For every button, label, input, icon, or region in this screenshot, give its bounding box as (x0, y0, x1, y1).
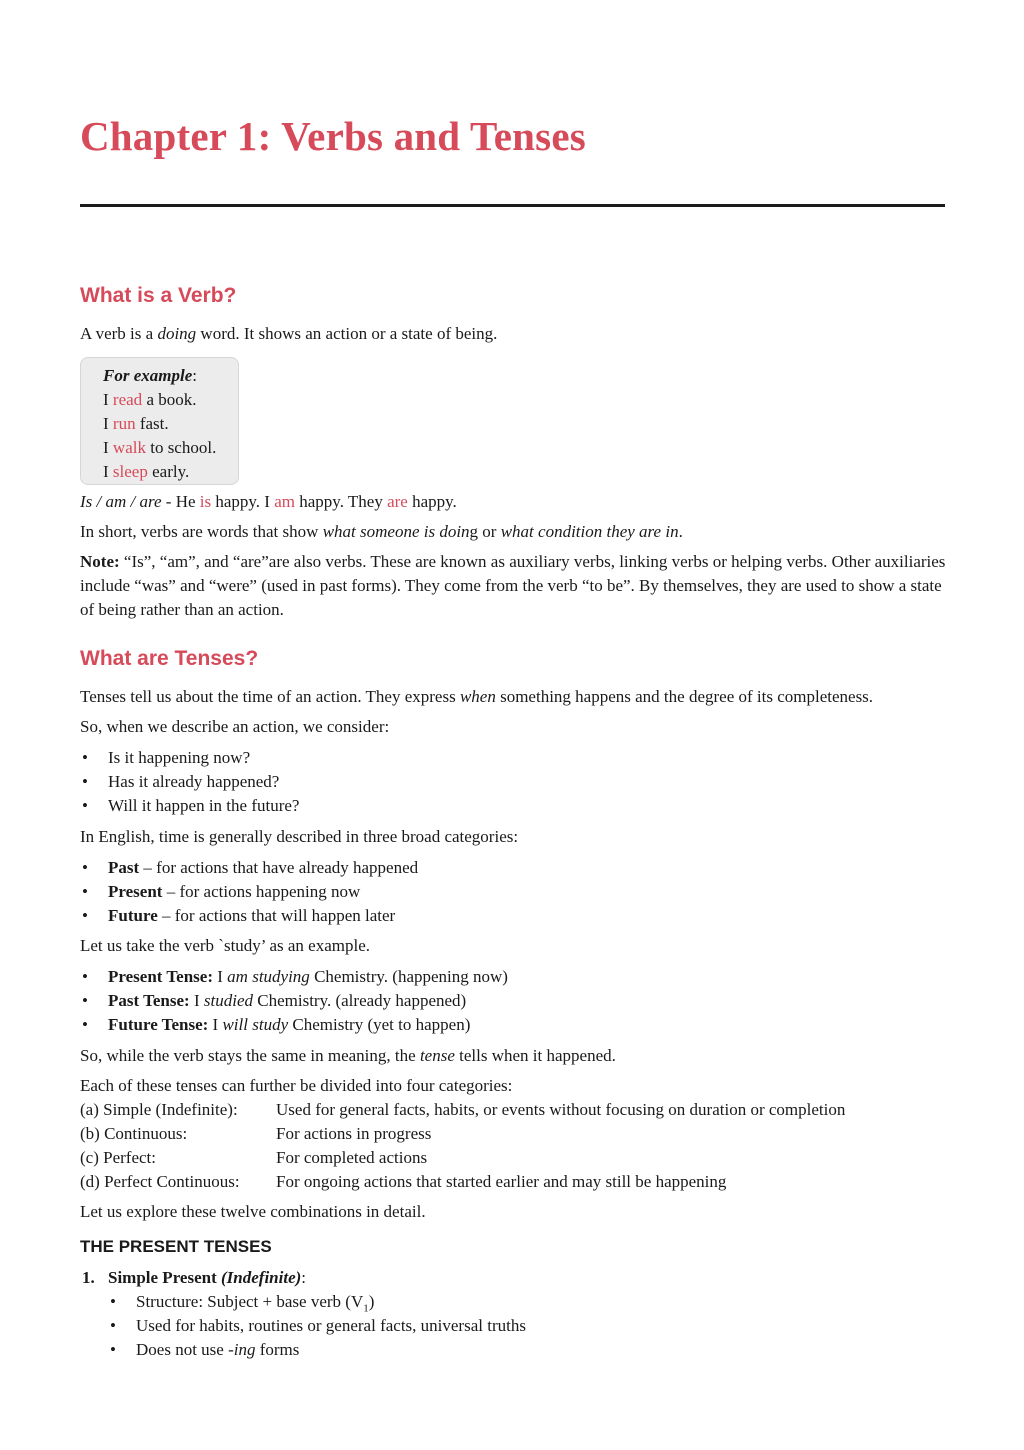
text (108, 1013, 470, 1037)
term: Past Tense: (108, 991, 190, 1010)
note-text: “Is”, “am”, and “are”are also verbs. These are known as auxiliary verbs, linking verbs or helping verbs. Other auxiliaries include “was” and “were” (used in past forms). They come from the verb “to be”. By themselves, they are used to show a state of being rather than an action. (80, 552, 946, 619)
bullet-icon: • (110, 1292, 116, 1311)
example-label-text: For example (103, 366, 193, 385)
example-box (80, 357, 239, 485)
text: In short, verbs are words that show (80, 522, 323, 541)
text: Tenses tell us about the time of an action. They express (80, 687, 460, 706)
note-label: Note: (80, 552, 120, 571)
highlighted-verb: read (112, 390, 143, 409)
item-title (108, 1266, 306, 1290)
example-label (103, 364, 197, 388)
text: A verb is a (80, 324, 158, 343)
term: Future Tense: (108, 1015, 209, 1034)
text: . (678, 522, 683, 541)
text (108, 965, 508, 989)
categories-intro: In English, time is generally described in three broad categories: (80, 827, 519, 846)
emphasis: will study (222, 1015, 289, 1034)
title-divider (80, 204, 945, 207)
category-label: (c) Perfect: (80, 1148, 156, 1167)
example-line (103, 388, 196, 412)
consider-line: So, when we describe an action, we consider: (80, 717, 390, 736)
highlighted-verb: am (274, 492, 295, 511)
text: Has it already happened? (108, 772, 280, 791)
text: early. (147, 462, 190, 481)
heading-what-is-a-verb: What is a Verb? (80, 284, 237, 307)
bullet-icon: • (82, 748, 88, 767)
emphasis: what condition they are in (500, 522, 679, 541)
text: tells when it happened. (454, 1046, 616, 1065)
bullet-icon: • (82, 772, 88, 791)
bullet-icon: • (82, 882, 88, 901)
text: - He (161, 492, 200, 511)
text (136, 1338, 299, 1362)
bullet-icon: • (82, 1015, 88, 1034)
term: Past (108, 858, 140, 877)
text: happy. I (211, 492, 275, 511)
bullet-icon: • (82, 967, 88, 986)
in-short-line (80, 520, 683, 544)
four-categories-intro: Each of these tenses can further be divided into four categories: (80, 1076, 513, 1095)
text: Does not use (136, 1340, 229, 1359)
emphasis: when (459, 687, 496, 706)
text: something happens and the degree of its completeness. (495, 687, 874, 706)
text: Structure: Subject + base verb (V (136, 1292, 364, 1311)
text (108, 880, 360, 904)
example-line (103, 460, 189, 484)
term: Present Tense: (108, 967, 213, 986)
category-label: (a) Simple (Indefinite): (80, 1100, 238, 1119)
example-line (103, 436, 216, 460)
heading-present-tenses: THE PRESENT TENSES (80, 1237, 272, 1256)
text (108, 989, 466, 1013)
emphasis: (Indefinite) (221, 1268, 302, 1287)
text: ) (368, 1292, 375, 1311)
emphasis: am studying (227, 967, 310, 986)
text: Chemistry. (already happened) (253, 991, 467, 1010)
bullet-icon: • (82, 796, 88, 815)
emphasis: what someone is doin (322, 522, 470, 541)
bullet-icon: • (110, 1316, 116, 1335)
text: Is / am / are (80, 492, 162, 511)
text (108, 904, 395, 928)
category-desc: For completed actions (276, 1148, 428, 1167)
desc: – for actions that will happen later (157, 906, 396, 925)
verb-definition (80, 322, 497, 346)
emphasis: -ing (228, 1340, 256, 1359)
text: : (192, 366, 197, 385)
text: I (103, 438, 113, 457)
text: So, while the verb stays the same in meaning, the (80, 1046, 420, 1065)
text: forms (255, 1340, 300, 1359)
text: Simple Present (108, 1268, 222, 1287)
highlighted-verb: are (387, 492, 408, 511)
tense-line (80, 1044, 616, 1068)
text: Is it happening now? (108, 748, 251, 767)
tenses-definition (80, 685, 873, 709)
text: Chemistry. (happening now) (309, 967, 508, 986)
highlighted-verb: sleep (112, 462, 148, 481)
text: I (208, 1015, 223, 1034)
explore-line: Let us explore these twelve combinations in detail. (80, 1202, 426, 1221)
text: word. It shows an action or a state of being. (196, 324, 498, 343)
is-am-are-line (80, 490, 457, 514)
category-desc: For ongoing actions that started earlier and may still be happening (276, 1172, 727, 1191)
emphasis: studied (203, 991, 253, 1010)
highlighted-verb: is (199, 492, 212, 511)
text: a book. (142, 390, 197, 409)
chapter-title: Chapter 1: Verbs and Tenses (80, 113, 586, 159)
text: I (103, 414, 113, 433)
bullet-icon: • (82, 858, 88, 877)
highlighted-verb: walk (112, 438, 146, 457)
text: I (213, 967, 228, 986)
emphasis: tense (419, 1046, 455, 1065)
text: happy. (407, 492, 457, 511)
subscript: 1 (363, 1302, 369, 1315)
note-paragraph (80, 550, 948, 622)
example-intro: Let us take the verb `study’ as an example. (80, 936, 370, 955)
text: I (103, 462, 113, 481)
text: : (301, 1268, 307, 1287)
text: to school. (145, 438, 217, 457)
example-line (103, 412, 169, 436)
text: I (189, 991, 204, 1010)
text: happy. They (295, 492, 388, 511)
text: I (103, 390, 113, 409)
bullet-icon: • (82, 991, 88, 1010)
bullet-icon: • (82, 906, 88, 925)
emphasis: doing (157, 324, 197, 343)
term: Future (108, 906, 158, 925)
category-desc: Used for general facts, habits, or events without focusing on duration or completion (276, 1100, 846, 1119)
desc: – for actions happening now (162, 882, 361, 901)
category-desc: For actions in progress (276, 1124, 432, 1143)
desc: – for actions that have already happened (139, 858, 419, 877)
text (108, 856, 418, 880)
text: fast. (135, 414, 169, 433)
text: g or (469, 522, 501, 541)
term: Present (108, 882, 163, 901)
bullet-icon: • (110, 1340, 116, 1359)
text: Chemistry (yet to happen) (288, 1015, 471, 1034)
category-label: (b) Continuous: (80, 1124, 188, 1143)
text: Will it happen in the future? (108, 796, 300, 815)
highlighted-verb: run (112, 414, 136, 433)
text: Used for habits, routines or general facts, universal truths (136, 1316, 526, 1335)
item-number: 1. (82, 1268, 95, 1287)
heading-what-are-tenses: What are Tenses? (80, 647, 259, 670)
category-label: (d) Perfect Continuous: (80, 1172, 240, 1191)
